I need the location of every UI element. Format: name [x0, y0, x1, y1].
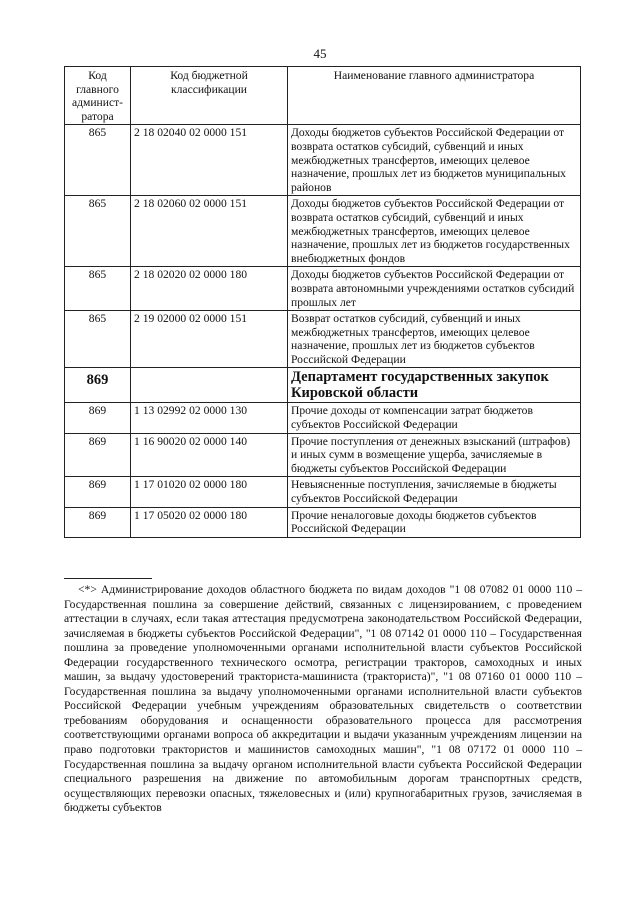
admin-name-cell: Возврат остатков субсидий, субвенций и иных межбюджетных трансфертов, имеющих целевое назначение, прошлых лет из бюджетов субъектов Российской Федерации: [288, 311, 581, 368]
budget-code-cell: 2 18 02020 02 0000 180: [131, 267, 288, 311]
table-header-row: [65, 67, 581, 125]
page-number: 45: [313, 46, 327, 61]
budget-code-cell: 2 19 02000 02 0000 151: [131, 311, 288, 368]
table-row: [65, 267, 581, 311]
admin-name-cell: Доходы бюджетов субъектов Российской Федерации от возврата автономными учреждениями остатков субсидий прошлых лет: [288, 267, 581, 311]
admin-code-cell: 869: [65, 477, 131, 507]
admin-name-cell: Прочие доходы от компенсации затрат бюджетов субъектов Российской Федерации: [288, 403, 581, 433]
department-name-cell: Департамент государственных закупок Кировской области: [288, 368, 581, 403]
department-row: [65, 368, 581, 403]
table-row: [65, 403, 581, 433]
table-row: [65, 196, 581, 267]
table-row: [65, 477, 581, 507]
header-admin-name: Наименование главного администратора: [288, 67, 581, 125]
table-row: [65, 311, 581, 368]
admin-code-cell: 869: [65, 403, 131, 433]
table-row: [65, 507, 581, 537]
admin-code-cell: 865: [65, 196, 131, 267]
admin-name-cell: Прочие поступления от денежных взысканий (штрафов) и иных сумм в возмещение ущерба, зачисляемые в бюджеты субъектов Российской Федерации: [288, 433, 581, 477]
footnote-text: <*> Администрирование доходов областного бюджета по видам доходов "1 08 07082 01 0000 110 – Государственная пошлина за совершение действий, связанных с лицензированием, с проведением аттестации в случаях, если такая аттестация предусмотрена законодательством Российской Федерации, зачисляемая в бюджеты субъектов Российской Федерации", "1 08 07142 01 0000 110 – Государственная пошлина за проведение уполномоченными органами исполнительной власти субъектов Российской Федерации государственного технического осмотра, регистрации тракторов, самоходных и иных машин, за выдачу удостоверений тракториста-машиниста (тракториста)", "1 08 07160 01 0000 110 – Государственная пошлина за выдачу уполномоченными органами исполнительной власти субъектов Российской Федерации учебным учреждениям образовательных свидетельств о соответствии требованиям оборудования и оснащенности образовательного процесса для рассмотрения соответствующими органами вопроса об аккредитации и выдачи указанным учреждениям лицензии на право подготовки трактористов и машинистов самоходных машин", "1 08 07172 01 0000 110 – Государственная пошлина за выдачу органом исполнительной власти субъекта Российской Федерации специального разрешения на движение по автомобильным дорогам транспортных средств, осуществляющих перевозки опасных, тяжеловесных и (или) крупногабаритных грузов, зачисляемая в бюджеты субъектов: [64, 583, 582, 815]
budget-code-cell: 2 18 02040 02 0000 151: [131, 125, 288, 196]
admin-name-cell: Доходы бюджетов субъектов Российской Федерации от возврата остатков субсидий, субвенций и иных межбюджетных трансфертов, имеющих целевое назначение, прошлых лет из бюджетов муниципальных районов: [288, 125, 581, 196]
table-row: [65, 125, 581, 196]
admin-code-cell: 865: [65, 267, 131, 311]
header-budget-code: Код бюджетной классификации: [131, 67, 288, 125]
admin-code-cell: 865: [65, 311, 131, 368]
budget-code-cell: [131, 368, 288, 403]
admin-code-cell: 865: [65, 125, 131, 196]
admin-name-cell: Невыясненные поступления, зачисляемые в бюджеты субъектов Российской Федерации: [288, 477, 581, 507]
revenue-administrators-table: [64, 66, 581, 538]
department-code-cell: 869: [65, 368, 131, 403]
admin-name-cell: Прочие неналоговые доходы бюджетов субъектов Российской Федерации: [288, 507, 581, 537]
admin-code-cell: 869: [65, 507, 131, 537]
budget-code-cell: 1 17 01020 02 0000 180: [131, 477, 288, 507]
header-admin-code: Код главного админист-ратора: [65, 67, 131, 125]
budget-code-cell: 2 18 02060 02 0000 151: [131, 196, 288, 267]
admin-name-cell: Доходы бюджетов субъектов Российской Федерации от возврата остатков субсидий, субвенций и иных межбюджетных трансфертов, имеющих целевое назначение, прошлых лет из бюджетов государственных внебюджетных фондов: [288, 196, 581, 267]
footnote-divider: [64, 578, 152, 579]
budget-code-cell: 1 13 02992 02 0000 130: [131, 403, 288, 433]
admin-code-cell: 869: [65, 433, 131, 477]
budget-code-cell: 1 16 90020 02 0000 140: [131, 433, 288, 477]
budget-code-cell: 1 17 05020 02 0000 180: [131, 507, 288, 537]
table-row: [65, 433, 581, 477]
